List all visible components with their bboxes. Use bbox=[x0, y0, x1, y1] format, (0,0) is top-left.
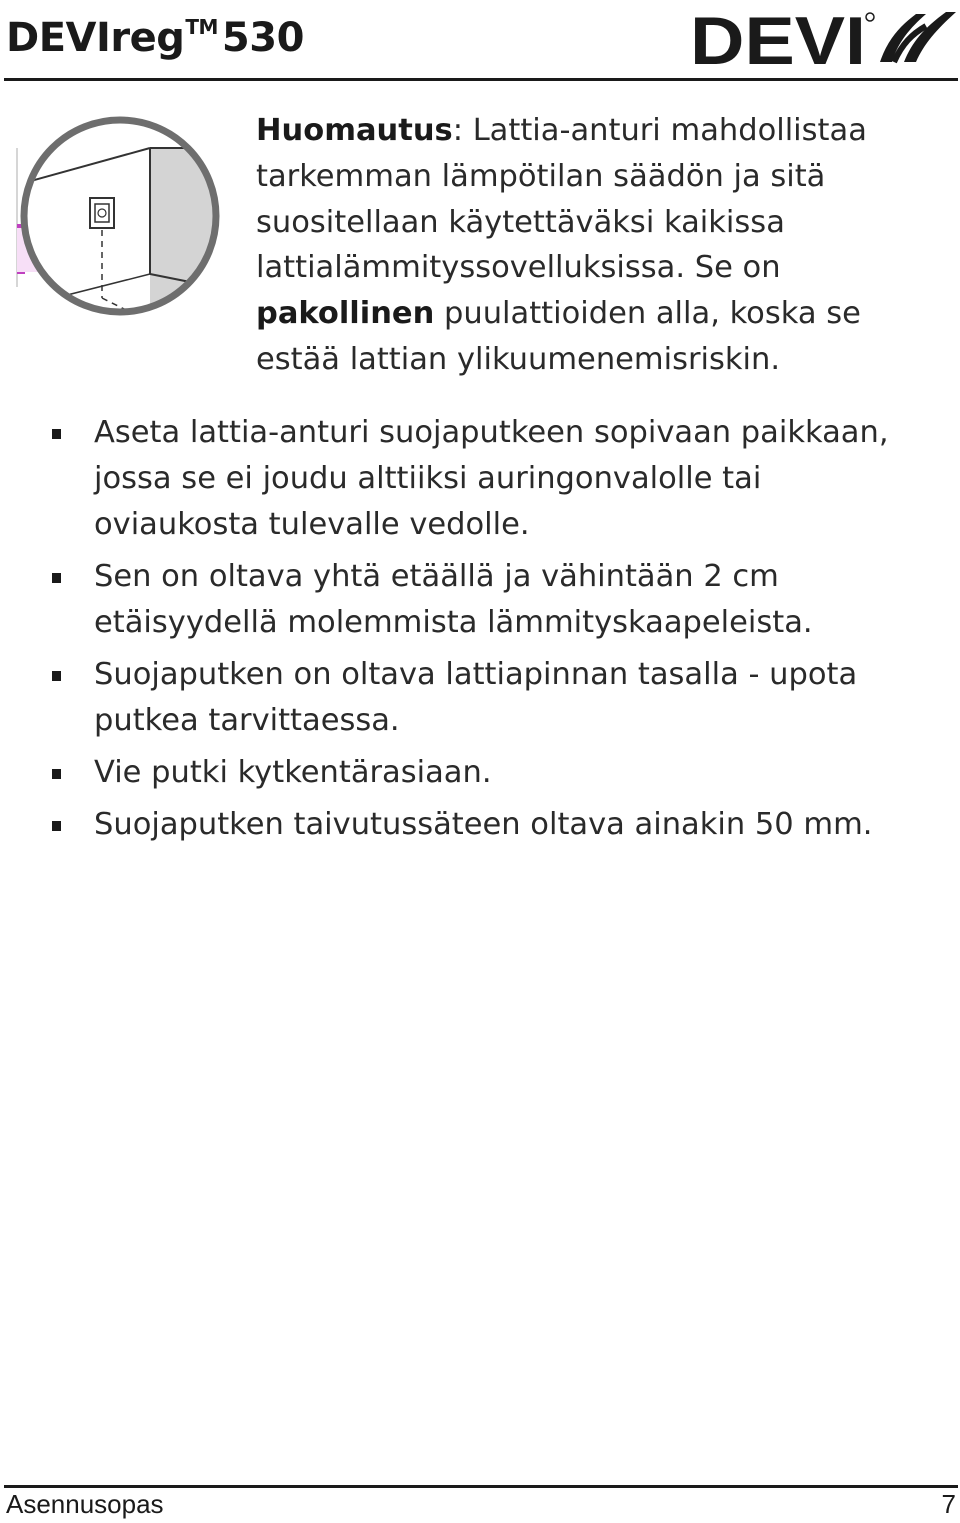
bullet-icon bbox=[52, 573, 61, 583]
bullet-icon bbox=[52, 429, 61, 439]
bullet-icon bbox=[52, 671, 61, 681]
footer-section-label: Asennusopas bbox=[6, 1489, 164, 1519]
note-text-part-2: puulattioiden alla, koska se estää lattian ylikuumenemisriskin. bbox=[256, 296, 861, 377]
floor-sensor-illustration bbox=[10, 112, 230, 322]
list-item bbox=[52, 750, 932, 796]
list-item bbox=[52, 802, 932, 848]
note-text-part-1: : Lattia-anturi mahdollistaa tarkemman lämpötilan säädön ja sitä suositellaan käytettäväksi kaikissa lattialämmityssovelluksissa. Se on bbox=[256, 113, 867, 286]
list-item-text: Aseta lattia-anturi suojaputkeen sopivaan paikkaan, jossa se ei joudu alttiiksi auringonvalolle tai oviaukosta tulevalle vedolle. bbox=[94, 415, 889, 542]
header-divider bbox=[4, 78, 958, 81]
note-emphasis: pakollinen bbox=[256, 296, 435, 332]
trademark-symbol: TM bbox=[185, 15, 218, 39]
note-paragraph bbox=[256, 108, 936, 383]
list-item-text: Vie putki kytkentärasiaan. bbox=[94, 755, 492, 790]
list-item-text: Sen on oltava yhtä etäällä ja vähintään 2 cm etäisyydellä molemmista lämmityskaapeleista. bbox=[94, 559, 813, 640]
logo-wordmark: DEVI bbox=[690, 4, 866, 70]
product-name: DEVIreg bbox=[6, 15, 185, 61]
bullet-icon bbox=[52, 821, 61, 831]
bullet-icon bbox=[52, 769, 61, 779]
page-number: 7 bbox=[941, 1489, 956, 1519]
list-item bbox=[52, 652, 932, 744]
note-label: Huomautus bbox=[256, 113, 453, 148]
list-item bbox=[52, 554, 932, 646]
instruction-list bbox=[52, 410, 932, 854]
devi-logo bbox=[688, 4, 958, 70]
list-item-text: Suojaputken taivutussäteen oltava ainakin 50 mm. bbox=[94, 807, 873, 842]
list-item-text: Suojaputken on oltava lattiapinnan tasalla - upota putkea tarvittaessa. bbox=[94, 657, 858, 738]
model-number: 530 bbox=[221, 15, 304, 61]
document-title bbox=[6, 2, 304, 63]
list-item bbox=[52, 410, 932, 548]
